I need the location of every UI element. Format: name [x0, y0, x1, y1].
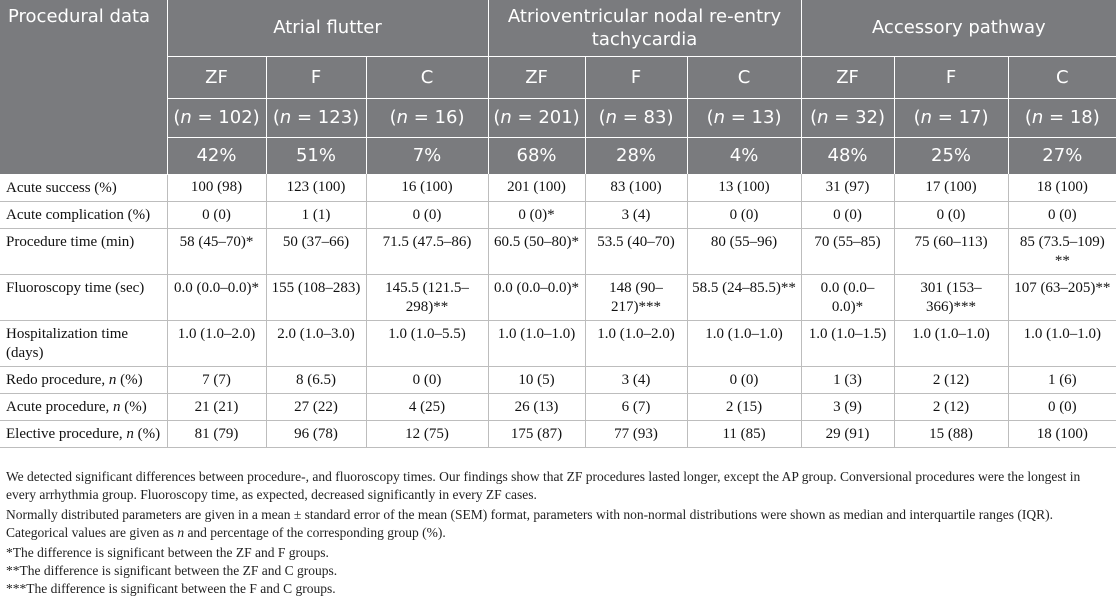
subgroup-n-header: (n = 201): [488, 98, 585, 137]
subgroup-code-header: ZF: [167, 56, 266, 98]
table-cell: 17 (100): [894, 174, 1008, 201]
table-cell: 70 (55–85): [801, 228, 894, 274]
subgroup-percent-header: 68%: [488, 137, 585, 174]
subgroup-n-header: (n = 13): [687, 98, 801, 137]
note-methods: Normally distributed parameters are given in a mean ± standard error of the mean (SEM) format, parameters with non-normal distributions were shown as median and interquartile ranges (IQR). Categorical values are given as n and percentage of the corresponding group (%).: [6, 507, 1053, 540]
table-cell: 107 (63–205)**: [1008, 274, 1116, 320]
table-cell: 145.5 (121.5–298)**: [366, 274, 488, 320]
table-row: [0, 320, 1116, 366]
table-cell: 4 (25): [366, 393, 488, 420]
table-cell: 3 (4): [585, 366, 687, 393]
table-cell: 15 (88): [894, 420, 1008, 447]
row-label: Redo procedure, n (%): [0, 366, 167, 393]
table-cell: 75 (60–113): [894, 228, 1008, 274]
subgroup-n-header: (n = 102): [167, 98, 266, 137]
table-cell: 77 (93): [585, 420, 687, 447]
subgroup-n-header: (n = 123): [266, 98, 366, 137]
table-row: [0, 274, 1116, 320]
table-cell: 201 (100): [488, 174, 585, 201]
table-cell: 2 (15): [687, 393, 801, 420]
subgroup-code-header: ZF: [488, 56, 585, 98]
table-body: [0, 174, 1116, 447]
table-cell: 0 (0): [1008, 393, 1116, 420]
table-cell: 58.5 (24–85.5)**: [687, 274, 801, 320]
table-cell: 7 (7): [167, 366, 266, 393]
table-cell: 83 (100): [585, 174, 687, 201]
subgroup-code-header: C: [687, 56, 801, 98]
subgroup-n-header: (n = 83): [585, 98, 687, 137]
table-cell: 11 (85): [687, 420, 801, 447]
table-cell: 301 (153–366)***: [894, 274, 1008, 320]
subgroup-percent-header: 42%: [167, 137, 266, 174]
footnote-zf-c: **The difference is significant between the ZF and C groups.: [6, 563, 338, 578]
subgroup-code-header: F: [894, 56, 1008, 98]
subgroup-percent-header: 7%: [366, 137, 488, 174]
table-cell: 0 (0): [167, 201, 266, 228]
table-row: [0, 174, 1116, 201]
table-cell: 0 (0): [366, 366, 488, 393]
table-cell: 0 (0): [1008, 201, 1116, 228]
note-summary: We detected significant differences between procedure-, and fluoroscopy times. Our findings show that ZF procedures lasted longer, except the AP group. Conversional procedures were the longest in every arrhythmia group. Fluoroscopy time, as expected, decreased significantly in every ZF cases.: [6, 469, 1081, 502]
table-cell: 31 (97): [801, 174, 894, 201]
table-cell: 1 (1): [266, 201, 366, 228]
table-cell: 1 (6): [1008, 366, 1116, 393]
row-label: Acute procedure, n (%): [0, 393, 167, 420]
table-row: [0, 201, 1116, 228]
row-label: Fluoroscopy time (sec): [0, 274, 167, 320]
table-cell: 29 (91): [801, 420, 894, 447]
table-cell: 8 (6.5): [266, 366, 366, 393]
subgroup-percent-header: 51%: [266, 137, 366, 174]
header-row-codes: [0, 56, 1116, 98]
table-footnotes: [6, 468, 1110, 598]
table-cell: 1 (3): [801, 366, 894, 393]
table-row: [0, 393, 1116, 420]
subgroup-n-header: (n = 16): [366, 98, 488, 137]
table-cell: 13 (100): [687, 174, 801, 201]
table-cell: 18 (100): [1008, 420, 1116, 447]
table-cell: 16 (100): [366, 174, 488, 201]
subgroup-code-header: F: [266, 56, 366, 98]
table-row: [0, 420, 1116, 447]
table-cell: 1.0 (1.0–1.0): [687, 320, 801, 366]
corner-header: Procedural data: [0, 0, 167, 174]
table-cell: 60.5 (50–80)*: [488, 228, 585, 274]
table-cell: 1.0 (1.0–1.0): [894, 320, 1008, 366]
footnote-f-c: ***The difference is significant between the F and C groups.: [6, 581, 336, 596]
subgroup-n-header: (n = 17): [894, 98, 1008, 137]
table-cell: 6 (7): [585, 393, 687, 420]
table-cell: 96 (78): [266, 420, 366, 447]
table-cell: 3 (4): [585, 201, 687, 228]
subgroup-percent-header: 4%: [687, 137, 801, 174]
header-row-percent: [0, 137, 1116, 174]
table-cell: 2.0 (1.0–3.0): [266, 320, 366, 366]
table-cell: 1.0 (1.0–1.5): [801, 320, 894, 366]
subgroup-code-header: C: [366, 56, 488, 98]
table-cell: 0 (0): [687, 201, 801, 228]
table-cell: 1.0 (1.0–2.0): [585, 320, 687, 366]
table-cell: 100 (98): [167, 174, 266, 201]
table-cell: 27 (22): [266, 393, 366, 420]
table-cell: 123 (100): [266, 174, 366, 201]
table-cell: 0.0 (0.0–0.0)*: [167, 274, 266, 320]
table-cell: 155 (108–283): [266, 274, 366, 320]
subgroup-code-header: F: [585, 56, 687, 98]
table-cell: 175 (87): [488, 420, 585, 447]
table-row: [0, 228, 1116, 274]
row-label: Elective procedure, n (%): [0, 420, 167, 447]
table-cell: 53.5 (40–70): [585, 228, 687, 274]
table-cell: 3 (9): [801, 393, 894, 420]
table-cell: 1.0 (1.0–1.0): [488, 320, 585, 366]
header-row-groups: [0, 0, 1116, 56]
table-cell: 0 (0): [366, 201, 488, 228]
table-cell: 58 (45–70)*: [167, 228, 266, 274]
table-cell: 1.0 (1.0–1.0): [1008, 320, 1116, 366]
subgroup-percent-header: 25%: [894, 137, 1008, 174]
row-label: Hospitalization time (days): [0, 320, 167, 366]
table-cell: 0 (0): [894, 201, 1008, 228]
table-cell: 0 (0): [687, 366, 801, 393]
subgroup-n-header: (n = 32): [801, 98, 894, 137]
row-label: Procedure time (min): [0, 228, 167, 274]
table-cell: 85 (73.5–109) **: [1008, 228, 1116, 274]
table-cell: 50 (37–66): [266, 228, 366, 274]
group-header-atrial-flutter: Atrial flutter: [167, 0, 488, 56]
table-cell: 12 (75): [366, 420, 488, 447]
table-cell: 1.0 (1.0–2.0): [167, 320, 266, 366]
table-cell: 0 (0)*: [488, 201, 585, 228]
table-cell: 80 (55–96): [687, 228, 801, 274]
table-cell: 2 (12): [894, 366, 1008, 393]
group-header-accessory-pathway: Accessory pathway: [801, 0, 1116, 56]
table-cell: 26 (13): [488, 393, 585, 420]
row-label: Acute complication (%): [0, 201, 167, 228]
table-row: [0, 366, 1116, 393]
subgroup-percent-header: 48%: [801, 137, 894, 174]
table-cell: 0.0 (0.0–0.0)*: [488, 274, 585, 320]
table-cell: 71.5 (47.5–86): [366, 228, 488, 274]
table-cell: 2 (12): [894, 393, 1008, 420]
table-cell: 0 (0): [801, 201, 894, 228]
table-cell: 148 (90–217)***: [585, 274, 687, 320]
row-label: Acute success (%): [0, 174, 167, 201]
table-cell: 81 (79): [167, 420, 266, 447]
header-row-n: [0, 98, 1116, 137]
subgroup-code-header: ZF: [801, 56, 894, 98]
subgroup-n-header: (n = 18): [1008, 98, 1116, 137]
table-cell: 10 (5): [488, 366, 585, 393]
table-cell: 21 (21): [167, 393, 266, 420]
footnote-zf-f: *The difference is significant between the ZF and F groups.: [6, 545, 329, 560]
subgroup-code-header: C: [1008, 56, 1116, 98]
subgroup-percent-header: 27%: [1008, 137, 1116, 174]
group-header-avnrt: Atrioventricular nodal re-entry tachycardia: [488, 0, 801, 56]
table-cell: 0.0 (0.0–0.0)*: [801, 274, 894, 320]
table-cell: 18 (100): [1008, 174, 1116, 201]
table-cell: 1.0 (1.0–5.5): [366, 320, 488, 366]
subgroup-percent-header: 28%: [585, 137, 687, 174]
